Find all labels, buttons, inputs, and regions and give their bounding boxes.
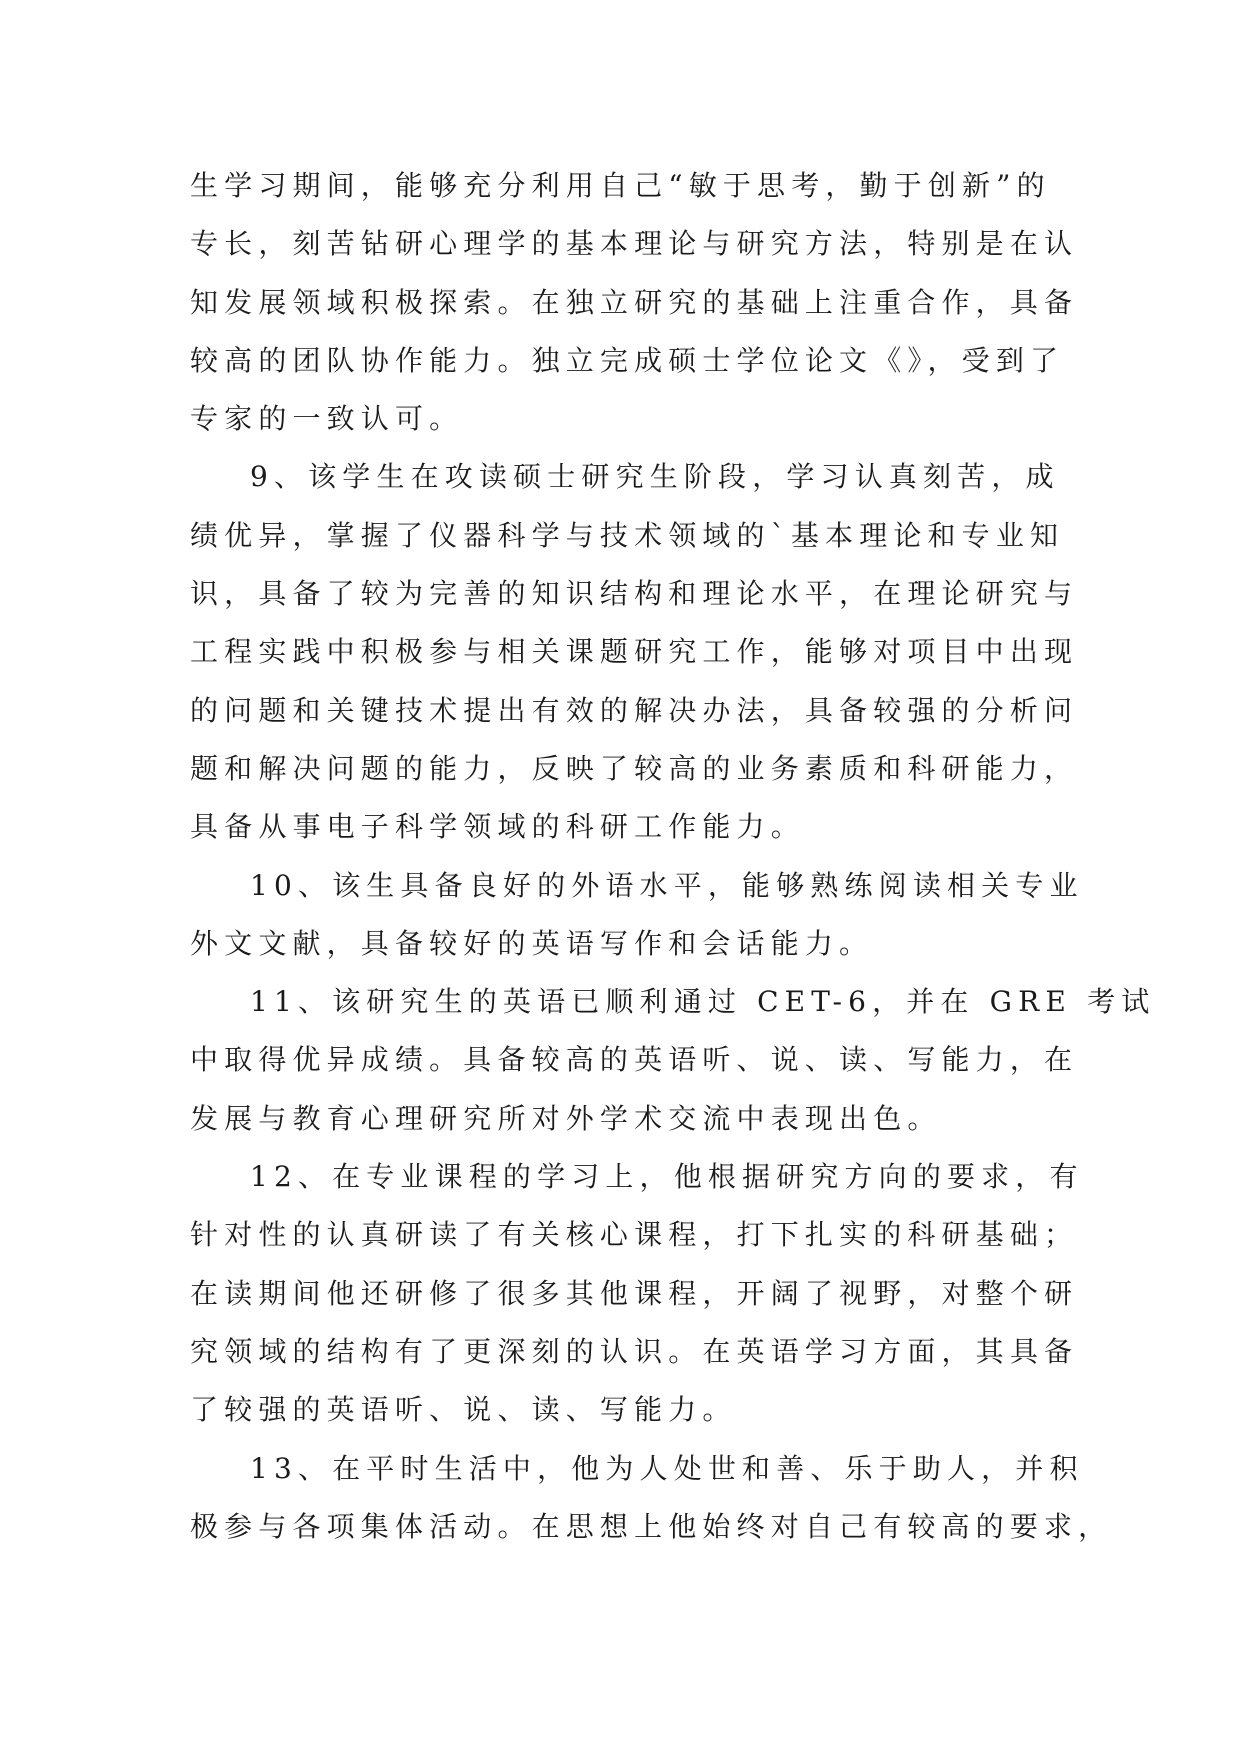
text-line: 11、该研究生的英语已顺利通过 CET-6，并在 GRE 考试	[250, 985, 1156, 1019]
text-line: 较高的团队协作能力。独立完成硕士学位论文《》，受到了	[190, 343, 1065, 377]
text-line: 生学习期间，能够充分利用自己“敏于思考，勤于创新”的	[190, 169, 1051, 202]
text-line: 12、在专业课程的学习上，他根据研究方向的要求，有	[250, 1160, 1084, 1194]
paragraph-item-9	[190, 448, 1079, 856]
paragraph-continuation	[190, 157, 1079, 448]
text-line: 题和解决问题的能力，反映了较高的业务素质和科研能力，	[190, 751, 1079, 785]
text-line: 识，具备了较为完善的知识结构和理论水平，在理论研究与	[190, 577, 1079, 611]
text-line: 10、该生具备良好的外语水平，能够熟练阅读相关专业	[250, 868, 1084, 902]
text-line: 专家的一致认可。	[190, 402, 464, 436]
text-line: 13、在平时生活中，他为人处世和善、乐于助人，并积	[250, 1451, 1084, 1485]
text-line: 在读期间他还研修了很多其他课程，开阔了视野，对整个研	[190, 1276, 1079, 1310]
text-line: 针对性的认真研读了有关核心课程，打下扎实的科研基础；	[190, 1218, 1079, 1252]
text-line: 了较强的英语听、说、读、写能力。	[190, 1393, 737, 1427]
text-line: 发展与教育心理研究所对外学术交流中表现出色。	[190, 1101, 942, 1135]
text-line: 9、该学生在攻读硕士研究生阶段，学习认真刻苦，成	[250, 460, 1060, 494]
text-line: 知发展领域积极探索。在独立研究的基础上注重合作，具备	[190, 285, 1079, 319]
text-line: 外文文献，具备较好的英语写作和会话能力。	[190, 926, 874, 960]
text-line: 工程实践中积极参与相关课题研究工作，能够对项目中出现	[190, 635, 1079, 669]
paragraph-item-10	[190, 857, 1084, 974]
paragraph-item-12	[190, 1148, 1084, 1439]
document-page	[190, 157, 1156, 1556]
text-line: 极参与各项集体活动。在思想上他始终对自己有较高的要求，	[190, 1509, 1113, 1543]
text-line: 中取得优异成绩。具备较高的英语听、说、读、写能力，在	[190, 1043, 1079, 1077]
text-line: 究领域的结构有了更深刻的认识。在英语学习方面，其具备	[190, 1334, 1079, 1368]
text-line: 绩优异，掌握了仪器科学与技术领域的`基本理论和专业知	[190, 518, 1065, 552]
text-line: 专长，刻苦钻研心理学的基本理论与研究方法，特别是在认	[190, 227, 1079, 261]
paragraph-item-13	[190, 1440, 1113, 1557]
paragraph-item-11	[190, 973, 1156, 1148]
text-line: 具备从事电子科学领域的科研工作能力。	[190, 810, 805, 844]
text-line: 的问题和关键技术提出有效的解决办法，具备较强的分析问	[190, 693, 1079, 727]
